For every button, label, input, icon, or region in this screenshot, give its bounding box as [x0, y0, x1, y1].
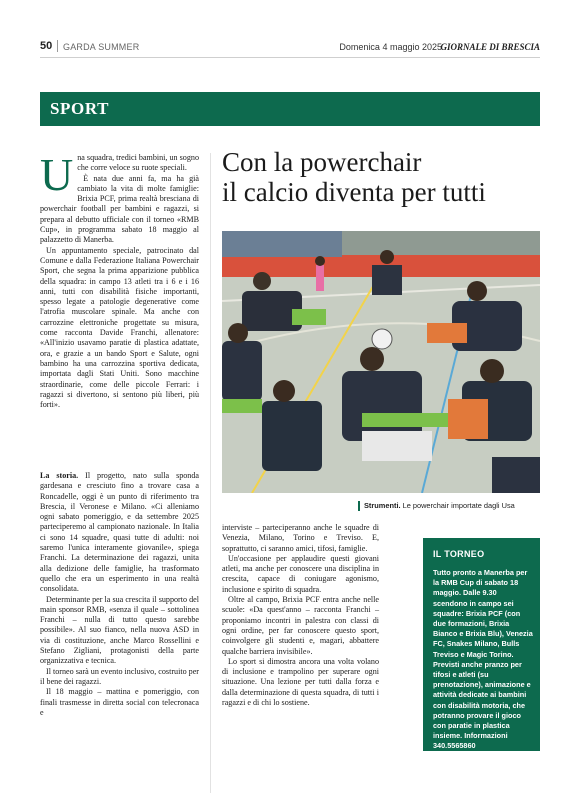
- caption-label: Strumenti.: [364, 501, 401, 510]
- headline-line-2: il calcio diventa per tutti: [222, 177, 486, 207]
- article-column-2: [222, 523, 379, 708]
- article-paragraph: Un'occasione per applaudire questi giovani atleti, ma anche per conoscere una disciplina in crescita, capace di coniugare agonismo, inclusione e spirito di squadra.: [222, 553, 379, 594]
- header-divider: [57, 40, 58, 52]
- caption-text: Le powerchair importate dagli Usa: [400, 501, 515, 510]
- article-paragraph: È nata due anni fa, ma ha già cambiato la vita di molte famiglie: Brixia PCF, prima realtà bresciana di powerchair football per bambini e ragazzi, si prepara al debutto ufficiale con il torneo «RMB Cup», in programma sabato 18 maggio al palazzetto di Manerba.: [40, 173, 199, 245]
- article-paragraph: interviste – parteciperanno anche le squadre di Venezia, Milano, Torino e Treviso. E, soprattutto, ci saranno amici, tifosi, famiglie.: [222, 523, 379, 553]
- article-paragraph: [40, 471, 199, 595]
- article-paragraph: Il torneo sarà un evento inclusivo, costruito per il bene dei ragazzi.: [40, 666, 199, 686]
- article-photo: [222, 231, 540, 493]
- article-paragraph: Lo sport si dimostra ancora una volta volano di inclusione e trampolino per superare ogni situazione. Una lezione per tutti dalla forza e dalla determinazione di questa squadra, di tutti i ragazzi e di chi lo sostiene.: [222, 656, 379, 708]
- article-paragraph: Il 18 maggio – mattina e pomeriggio, con finali trasmesse in diretta social con telecronaca e: [40, 687, 199, 717]
- article-paragraph: Oltre al campo, Brixia PCF entra anche nelle scuole: «Da quest'anno – racconta Franchi – proponiamo incontri in palestra con classi di ogni ordine, per far conoscere questo sport, coinvolgere gli studenti e, magari, abbattere qualche barriera invisibile».: [222, 595, 379, 656]
- photo-caption: [358, 501, 546, 511]
- section-band: [40, 92, 540, 126]
- subhead-story: La storia.: [40, 471, 79, 480]
- headline: [222, 147, 542, 207]
- article-paragraph: Un appuntamento speciale, patrocinato dal Comune e dalla Federazione Italiana Powerchair Sport, che segna la prima apparizione pubblica della squadra: in campo 13 atleti tra i 6 e i 16 anni, tutti con disabilità fisiche importanti, spesso legate a patologie degenerative come l'atrofia muscolare spinale. Ma anche con carrozzine elettroniche progettate su misura, come racconta Davide Franchi, allenatore: «All'inizio usavamo paratie di plastica adattate, ora, e grazie a un bando Sport e Salute, ogni bambino ha una carrozzina sportiva dedicata, importata dagli Stati Uniti. Sono macchine straordinarie, come delle piccole Ferrari: i ragazzi si divertono, si sentono più liberi, più forti».: [40, 245, 199, 410]
- newspaper-name: GIORNALE DI BRESCIA: [440, 42, 540, 52]
- page-header: [40, 40, 540, 56]
- article-column-1: [40, 149, 199, 410]
- column-divider: [210, 153, 211, 793]
- page-number: 50: [40, 40, 53, 52]
- header-rule: [40, 57, 540, 58]
- article-paragraph: Determinante per la sua crescita il supporto del main sponsor RMB, «senza il quale – sottolinea Franchi – nulla di tutto questo sarebbe possibile». Al suo fianco, nella nuova ASD in via di costituzione, anche Marco Rossellini e Stefano Zigliani, protagonisti della parte organizzativa e tecnica.: [40, 594, 199, 666]
- section-label: SPORT: [50, 99, 110, 118]
- header-section: GARDA SUMMER: [63, 42, 140, 52]
- info-box: [423, 538, 540, 761]
- info-box-body: Tutto pronto a Manerba per la RMB Cup di sabato 18 maggio. Dalle 9.30 scendono in campo sei squadre: Brixia PCF (con due formazioni, Brixia Bianco e Brixia Blu), Venezia FC, Snakes Milano, Bulls Treviso e Magic Torino. Previsti anche pranzo per tifosi e atleti (su prenotazione), animazione e attività dedicate ai bambini con disabilità motoria, che potranno provare il gioco con paratie in plastica insieme. Informazioni 340.5565860 rixiapcf@gmail.com.: [433, 568, 533, 761]
- info-box-title: IL TORNEO: [433, 549, 485, 559]
- article-paragraph: na squadra, tredici bambini, un sogno che corre veloce su ruote speciali.: [77, 153, 199, 173]
- drop-cap: U: [40, 149, 74, 200]
- header-date: Domenica 4 maggio 2025: [339, 42, 442, 52]
- article-paragraph-text: Il progetto, nato sulla sponda gardesana e cresciuto fino a trovare casa a Roncadelle, oggi è un punto di riferimento tra Brescia, il Veronese e Milano. «Ci alleniamo ogni sabato pomeriggio, e da settembre 2025 parteciperemo al campionato nazionale. In Italia ci sono 14 squadre, quasi tutte di adulti: noi saremo l'unica interamente giovanile», spiega Franchi. La determinazione dei ragazzi, unita alla dedizione delle famiglie, ha trasformato quello che era un esperimento in una realtà consolidata.: [40, 471, 199, 594]
- article-column-1-bottom: [40, 471, 199, 718]
- powerchair-football-photo: [222, 231, 540, 493]
- headline-line-1: Con la powerchair: [222, 147, 422, 177]
